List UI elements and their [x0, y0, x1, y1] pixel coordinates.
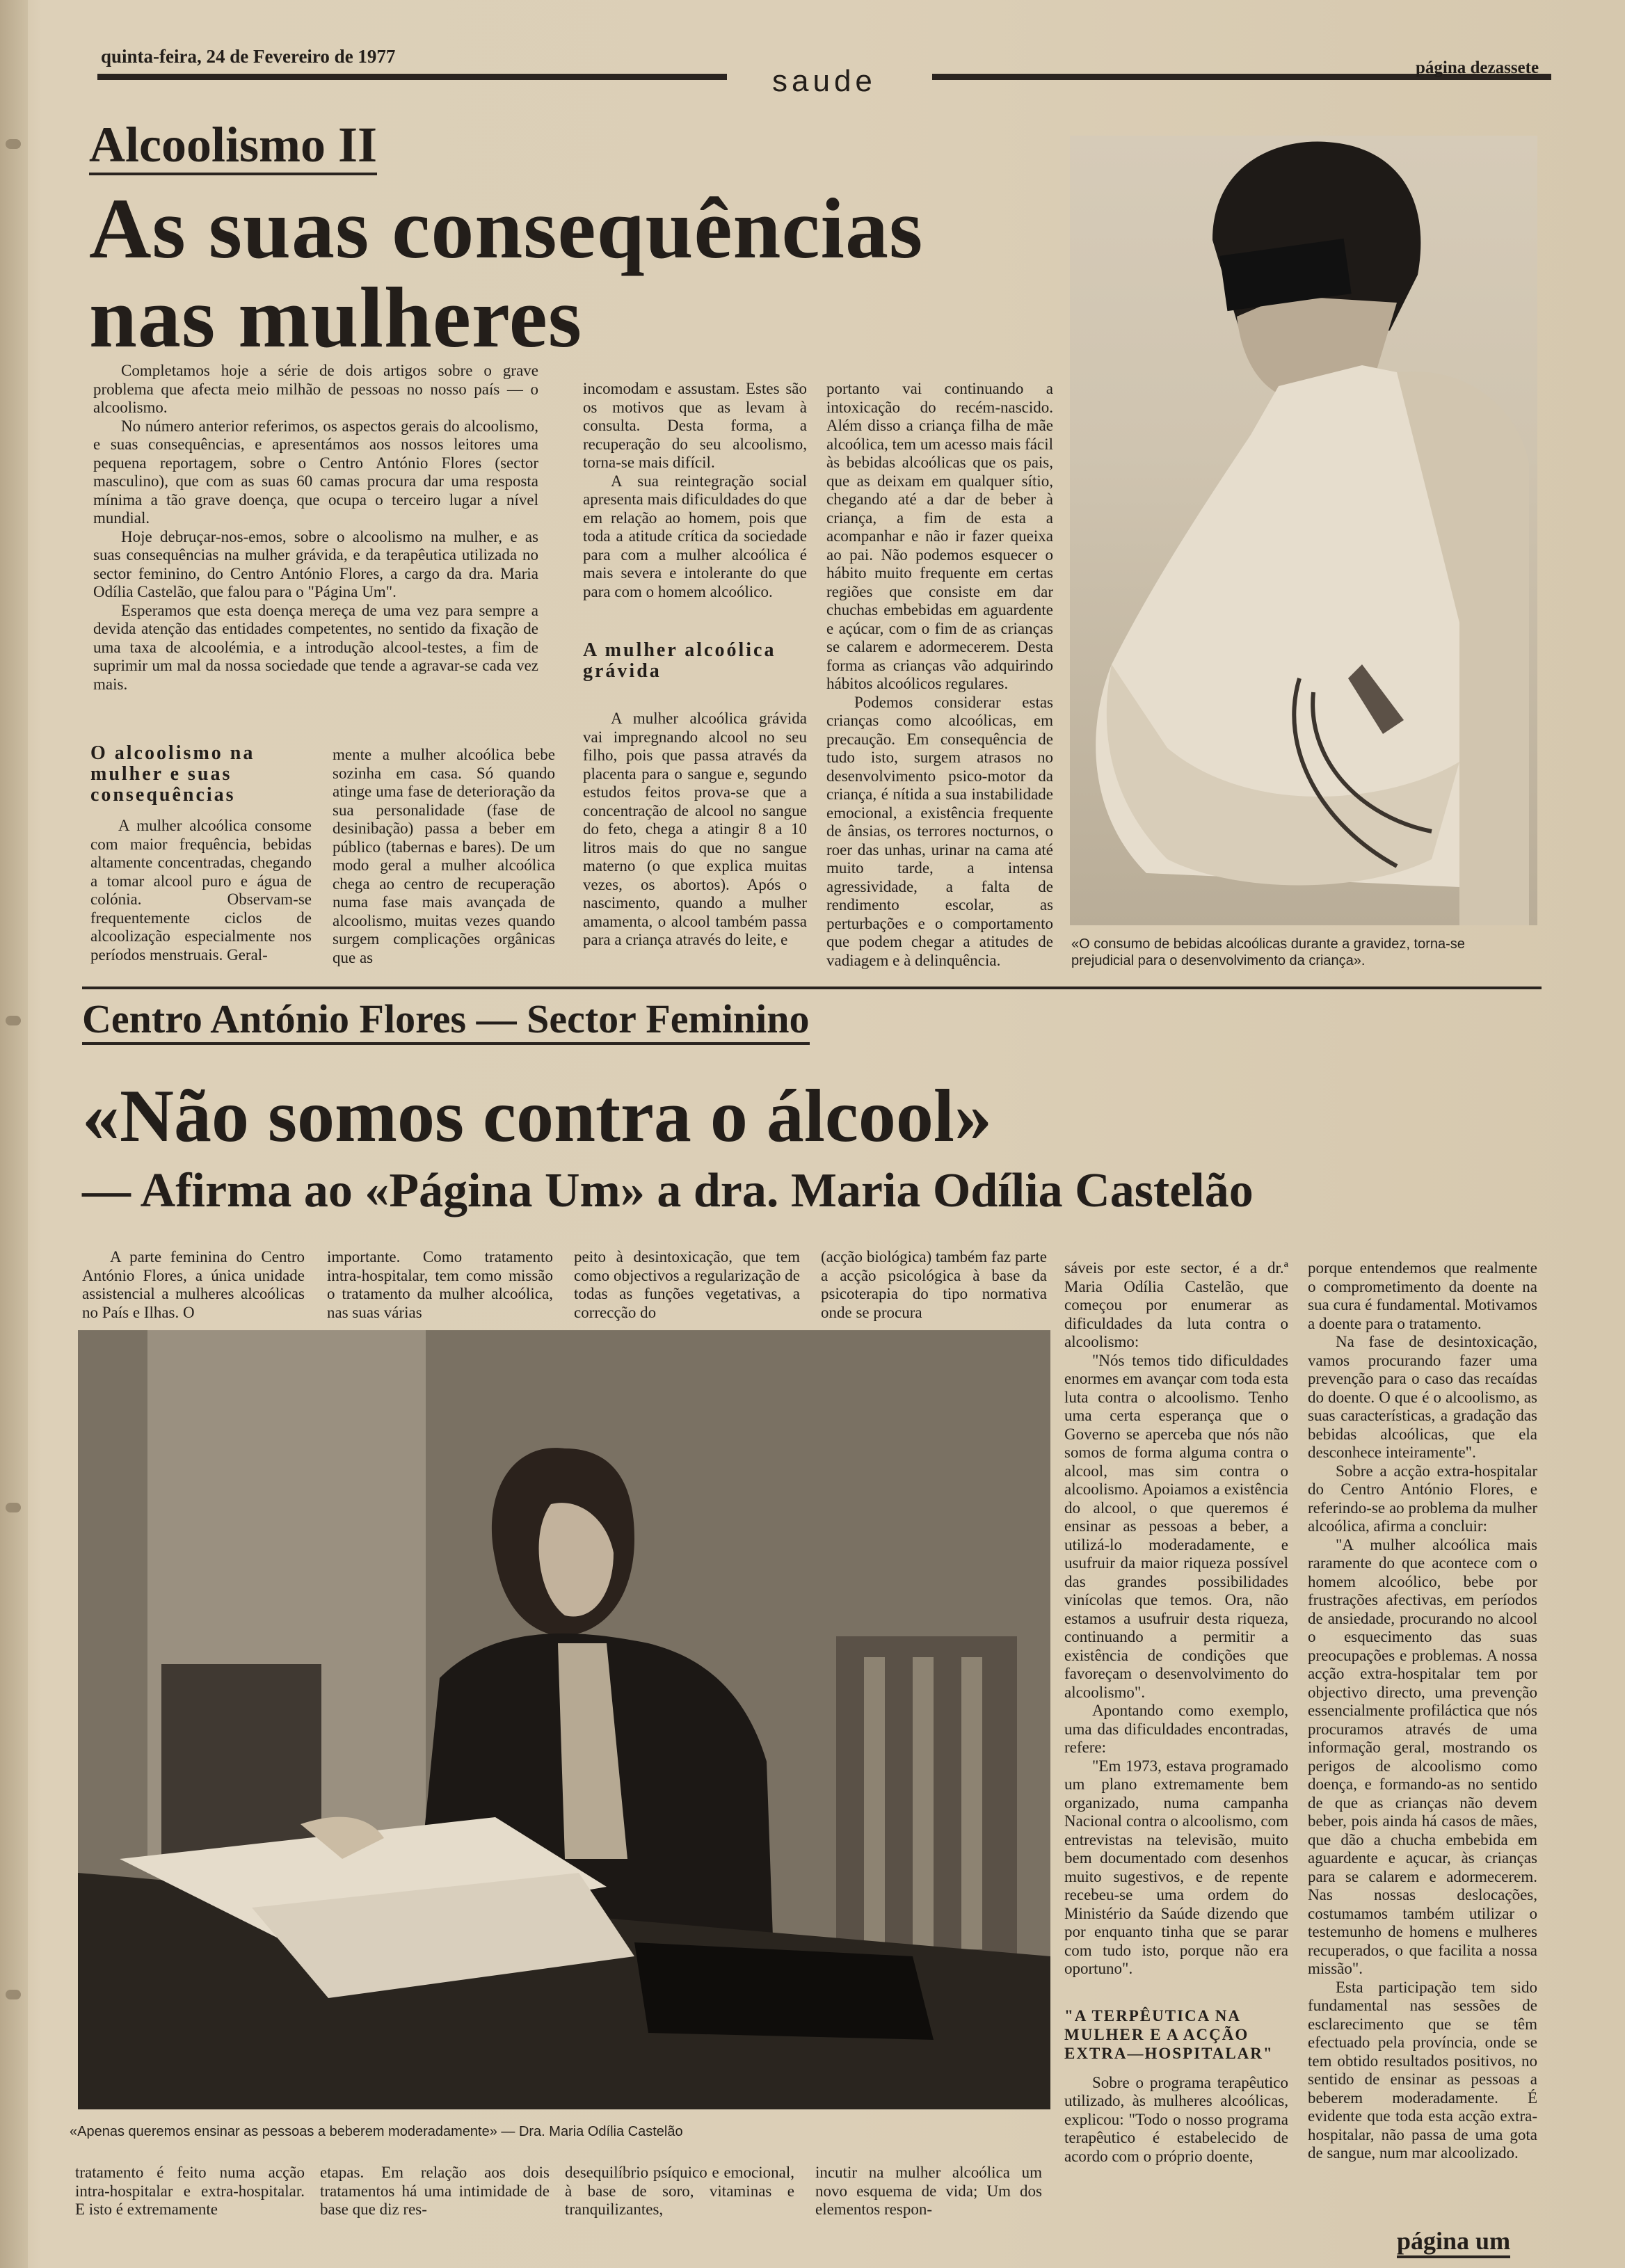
text-column — [815, 2164, 1042, 2219]
text-column — [82, 1248, 305, 1322]
paragraph: Esperamos que esta doença mereça de uma vez para sempre a devida atenção das entidades competentes, no sentido da fixação de uma taxa de alcoolémia, e a introdução alcool-testes, a fim de suprimir um mal da nossa sociedade que tende a agravar-se cada vez mais. — [93, 601, 538, 693]
paragraph: Sobre o programa terapêutico utilizado, às mulheres alcoólicas, explicou: "Todo o nosso programa terapêutico é estabelecido de acordo com o próprio doente, — [1064, 2073, 1288, 2165]
paragraph: A mulher alcoólica grávida vai impregnando alcool no seu filho, pois que passa através da placenta para o sangue e, segundo estudos feitos prova-se que a concentração de alcool no sangue do feto, chega a atingir 8 a 10 litros mais do que no sangue materno (o que explica muitas vezes, os abortos). Após o nascimento, quando a mulher amamenta, o alcool também passa para a criança através do leite, e — [583, 710, 807, 948]
paragraph: Na fase de desintoxicação, vamos procurando fazer uma prevenção para o caso das recaídas do doente. O que é o alcoolismo, as suas características, a gradação das bebidas alcoólicas, que ela desconhece inteiramente". — [1308, 1333, 1537, 1461]
binding-hole — [6, 1503, 21, 1512]
paragraph: portanto vai continuando a intoxicação do recém-nascido. Além disso a criança filha de mãe alcoólica, tem um acesso mais fácil às bebidas alcoólicas que os pais, que as deixam em qualquer sítio, chegando até a dar de beber à criança, a fim de esta a acompanhar e não ir fazer queixa ao pai. Não podemos esquecer o hábito muito frequente em certas regiões que consiste em dar chuchas embebidas em aguardente e açúcar, com o fim de as crianças se calarem e adormecerem. Desta forma as crianças vão adquirindo hábitos alcoólicos regulares. — [826, 380, 1053, 692]
text-column — [1064, 1259, 1288, 2166]
article-subheadline: — Afirma ao «Página Um» a dra. Maria Odília Castelão — [82, 1164, 1254, 1217]
paragraph: incutir na mulher alcoólica um novo esquema de vida; Um dos elementos respon- — [815, 2164, 1042, 2218]
text-column — [821, 1248, 1047, 1322]
subheading: A mulher alcoólica grávida — [583, 639, 776, 682]
paragraph: A mulher alcoólica consome com maior frequência, bebidas altamente concentradas, chegando a tomar alcool puro e água de colónia. Observam-se frequentemente ciclos de alcoolização especialmente nos períodos menstruais. Geral- — [90, 817, 312, 964]
paragraph: No número anterior referimos, os aspectos gerais do alcoolismo, e suas consequências, e apresentámos aos nossos leitores uma pequena reportagem, sobre o Centro António Flores (sector masculino), que com as suas 60 camas procura dar uma resposta mínima a tão grave doença, que ocupa o terceiro lugar a nível mundial. — [93, 417, 538, 527]
paragraph: sáveis por este sector, é a dr.ª Maria Odília Castelão, que começou por enumerar as dificuldades da luta contra o alcoolismo: — [1064, 1259, 1288, 1350]
paragraph: "A mulher alcoólica mais raramente do que acontece com o homem alcoólico, bebe por frustrações afectivas, em períodos de ansiedade, procurando no alcool o esquecimento das suas preocupações e problemas. A nossa acção extra-hospitalar tem por objectivo directo, uma prevenção essencialmente profiláctica que nós procuramos através de uma informação geral, mostrando os perigos de alcoolismo como doença, e formando-as no sentido de que as crianças não devem beber, pois ainda há casos de mães, que dão a chucha embebida em aguardente e açucar, às crianças para se calarem e adormecerem. Nas nossas deslocações, costumamos também utilizar o testemunho de homens e mulheres recuperados, o que facilita a nossa missão". — [1308, 1535, 1537, 1977]
paragraph: (acção biológica) também faz parte a acção psicológica à base da psicoterapia do tipo normativa onde se procura — [821, 1248, 1047, 1321]
text-column — [565, 2164, 794, 2219]
section-name: saude — [772, 64, 876, 98]
page-binding-edge — [0, 0, 28, 2268]
footer-logo: página um — [1397, 2226, 1510, 2258]
text-column — [333, 746, 555, 967]
paragraph: peito à desintoxicação, que tem como objectivos a regularização de todas as funções vegetativas, a correcção do — [574, 1248, 800, 1321]
photo-pregnant-woman — [1070, 136, 1537, 925]
article-kicker: Centro António Flores — Sector Feminino — [82, 996, 810, 1045]
header-rule-left — [97, 74, 727, 80]
paragraph: A sua reintegração social apresenta mais dificuldades do que em relação ao homem, pois que toda a atitude crítica da sociedade para com a mulher alcoólica é mais severa e intolerante do que para com o homem alcoólico. — [583, 472, 807, 600]
subheading: "A TERPÊUTICA NA MULHER E A ACÇÃO EXTRA—HOSPITALAR" — [1064, 2006, 1274, 2062]
binding-hole — [6, 139, 21, 149]
intro-column — [93, 362, 538, 694]
photo-illustration — [78, 1330, 1050, 2109]
text-column — [583, 380, 807, 950]
text-column — [1308, 1259, 1537, 2163]
text-column — [826, 380, 1053, 970]
photo-caption: «Apenas queremos ensinar as pessoas a beberem moderadamente» — Dra. Maria Odília Castelão — [70, 2124, 683, 2139]
paragraph: Esta participação tem sido fundamental nas sessões de esclarecimento que se têm efectuado pela província, onde se tem obtido resultados positivos, no sentido de ensinar as pessoas a beberem moderadamente. É evidente que toda esta acção extra-hospitalar, não passa de uma gota de sangue, num mar alcoolizado. — [1308, 1978, 1537, 2162]
paragraph: Completamos hoje a série de dois artigos sobre o grave problema que afecta meio milhão de pessoas no nosso país — o alcoolismo. — [93, 362, 538, 416]
article-kicker: Alcoolismo II — [89, 117, 377, 175]
binding-hole — [6, 1016, 21, 1025]
text-column — [75, 2164, 305, 2219]
headline-line: As suas consequências — [89, 181, 924, 276]
paragraph: Podemos considerar estas crianças como alcoólicas, em precaução. Em consequência de tudo isto, surgem atrasos no desenvolvimento psico-motor da criança, é nítida a sua instabilidade emocional, a existência frequente de ânsias, os terrores nocturnos, o roer das unhas, urinar na cama até muito tarde, a intensa agressividade, a falta de rendimento escolar, as perturbações e o comportamento que podem chegar a atitudes de vadiagem e à delinquência. — [826, 693, 1053, 969]
paragraph: "Em 1973, estava programado um plano extremamente bem organizado, numa campanha Nacional contra o alcoolismo, com entrevistas na televisão, muito bem documentado com desenhos muito sugestivos, e de repente recebeu-se uma ordem do Ministério da Saúde dizendo que por enquanto tinha que se parar com tudo isto, porque não era oportuno". — [1064, 1757, 1288, 1977]
paragraph: Sobre a acção extra-hospitalar do Centro António Flores, e referindo-se ao problema da mulher alcoólica, afirma a concluir: — [1308, 1462, 1537, 1535]
paragraph: Apontando como exemplo, uma das dificuldades encontradas, refere: — [1064, 1702, 1288, 1756]
photo-caption: «O consumo de bebidas alcoólicas durante a gravidez, torna-se prejudicial para o desenvolvimento da criança». — [1071, 936, 1465, 968]
paragraph: "Nós temos tido dificuldades enormes em avançar com toda esta luta contra o alcoolismo. Tenho uma certa esperança que o Governo se aperceba que nós não somos de forma alguma contra o alcool, mas sim contra o alcoolismo. Apoiamos a existência do alcool, o que queremos é ensinar as pessoas a beber, a utilizá-lo moderadamente, e usufruir da maior riqueza possível das grandes possibilidades vinícolas que temos. Ora, não estamos a usufruir desta riqueza, continuando a permitir a existência de condições que favoreçam o desenvolvimento do alcoolismo". — [1064, 1351, 1288, 1701]
text-column — [574, 1248, 800, 1322]
paragraph: desequilíbrio psíquico e emocional, à base de soro, vitaminas e tranquilizantes, — [565, 2164, 794, 2218]
photo-doctor-at-desk — [78, 1330, 1050, 2109]
photo-illustration — [1070, 136, 1537, 925]
paragraph: importante. Como tratamento intra-hospitalar, tem como missão o tratamento da mulher alcoólica, nas suas várias — [327, 1248, 553, 1321]
binding-hole — [6, 1990, 21, 1999]
text-column — [320, 2164, 550, 2219]
article-headline: «Não somos contra o álcool» — [82, 1075, 992, 1158]
paragraph: etapas. Em relação aos dois tratamentos há uma intimidade de base que diz res- — [320, 2164, 550, 2218]
issue-date: quinta-feira, 24 de Fevereiro de 1977 — [101, 46, 396, 67]
article-headline — [89, 181, 924, 365]
paragraph: incomodam e assustam. Estes são os motivos que as levam à consulta. Desta forma, a recuperação do seu alcoolismo, torna-se mais difícil. — [583, 380, 807, 471]
headline-line: nas mulheres — [89, 270, 583, 365]
article-divider — [82, 987, 1542, 989]
paragraph: porque entendemos que realmente o comprometimento da doente na sua cura é fundamental. Motivamos a doente para o tratamento. — [1308, 1259, 1537, 1332]
paragraph: A parte feminina do Centro António Flores, a única unidade assistencial a mulheres alcoólicas no País e Ilhas. O — [82, 1248, 305, 1321]
subheading: O alcoolismo na mulher e suas consequências — [90, 742, 255, 806]
paragraph: tratamento é feito numa acção intra-hospitalar e extra-hospitalar. E isto é extremamente — [75, 2164, 305, 2218]
page-number: página dezassete — [1416, 58, 1539, 77]
paragraph: mente a mulher alcoólica bebe sozinha em casa. Só quando atinge uma fase de deterioração da sua personalidade (fase de desinibação) passa a beber em público (tabernas e bares). De um modo geral a mulher alcoólica chega ao centro de recuperação numa fase mais avançada de alcoolismo, muitas vezes quando surgem complicações orgânicas que as — [333, 746, 555, 966]
paragraph: Hoje debruçar-nos-emos, sobre o alcoolismo na mulher, e as suas consequências na mulher grávida, e da terapêutica utilizada no sector feminino, do Centro António Flores, a cargo da dra. Maria Odília Castelão, que falou para o "Página Um". — [93, 527, 538, 600]
text-column — [90, 729, 312, 964]
text-column — [327, 1248, 553, 1322]
